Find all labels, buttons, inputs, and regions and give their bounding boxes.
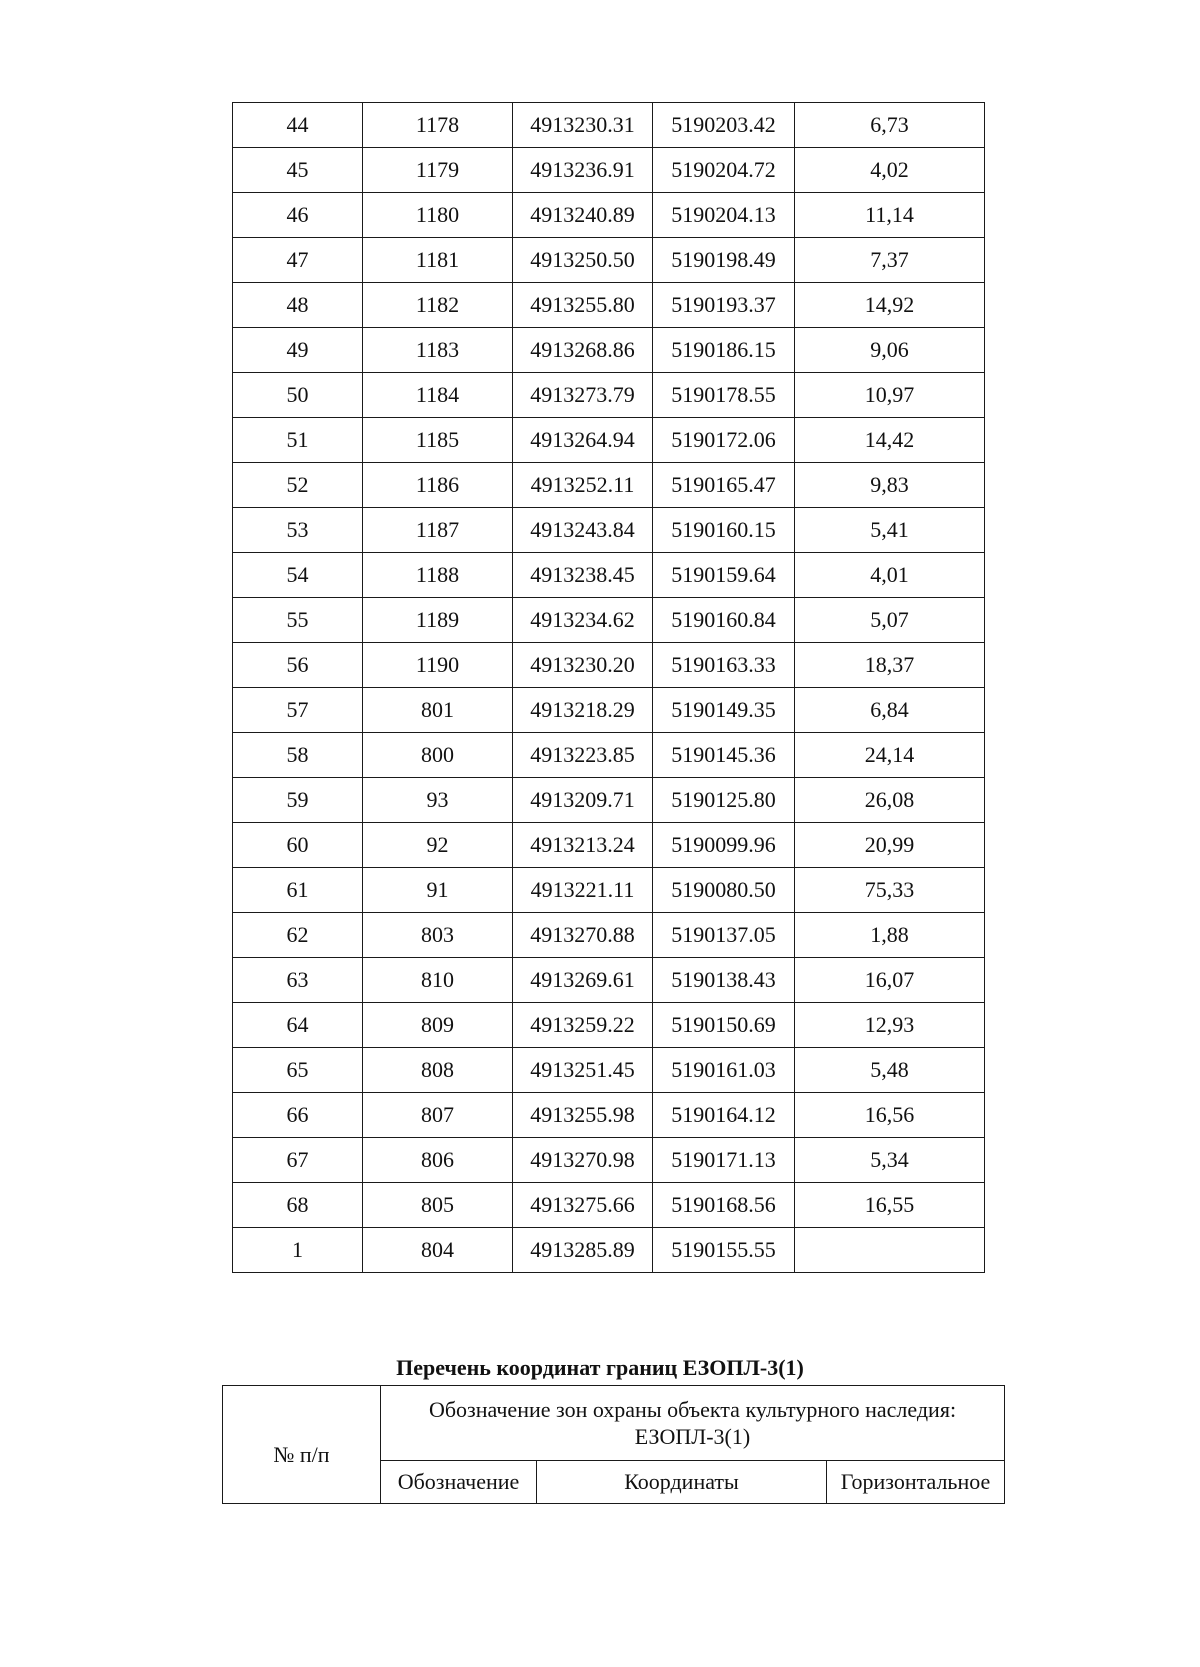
row-number-cell: 61 [233, 868, 363, 913]
table-row [233, 823, 985, 868]
point-designation-cell: 1178 [363, 103, 513, 148]
coordinate-x-cell: 4913269.61 [513, 958, 653, 1003]
coordinate-x-cell: 4913264.94 [513, 418, 653, 463]
horizontal-distance-cell: 14,92 [795, 283, 985, 328]
point-designation-cell: 800 [363, 733, 513, 778]
table-row [233, 1228, 985, 1273]
coordinate-x-cell: 4913223.85 [513, 733, 653, 778]
coordinate-x-cell: 4913209.71 [513, 778, 653, 823]
table-row [233, 1093, 985, 1138]
horizontal-distance-cell: 7,37 [795, 238, 985, 283]
horizontal-distance-cell: 5,34 [795, 1138, 985, 1183]
table-row [233, 643, 985, 688]
horizontal-distance-cell: 5,41 [795, 508, 985, 553]
horizontal-distance-cell: 12,93 [795, 1003, 985, 1048]
row-number-cell: 54 [233, 553, 363, 598]
section-title: Перечень координат границ ЕЗОПЛ-3(1) [396, 1355, 804, 1380]
horizontal-distance-cell: 4,02 [795, 148, 985, 193]
table-row [233, 778, 985, 823]
coordinate-y-cell: 5190165.47 [653, 463, 795, 508]
point-designation-cell: 1188 [363, 553, 513, 598]
coordinate-x-cell: 4913240.89 [513, 193, 653, 238]
horizontal-distance-cell: 5,48 [795, 1048, 985, 1093]
zone-header: Обозначение зон охраны объекта культурного наследия: ЕЗОПЛ-3(1) [381, 1386, 1005, 1461]
coordinate-y-cell: 5190137.05 [653, 913, 795, 958]
row-number-cell: 50 [233, 373, 363, 418]
table-row [233, 148, 985, 193]
coordinate-y-cell: 5190204.72 [653, 148, 795, 193]
point-designation-cell: 801 [363, 688, 513, 733]
coordinate-x-cell: 4913273.79 [513, 373, 653, 418]
coordinate-x-cell: 4913285.89 [513, 1228, 653, 1273]
coordinate-y-cell: 5190145.36 [653, 733, 795, 778]
point-designation-cell: 1179 [363, 148, 513, 193]
coordinate-y-cell: 5190204.13 [653, 193, 795, 238]
coordinate-y-cell: 5190193.37 [653, 283, 795, 328]
horizontal-distance-cell: 9,06 [795, 328, 985, 373]
row-number-cell: 63 [233, 958, 363, 1003]
table-row [233, 1003, 985, 1048]
horizontal-distance-cell: 20,99 [795, 823, 985, 868]
coordinate-y-cell: 5190203.42 [653, 103, 795, 148]
coordinate-y-cell: 5190080.50 [653, 868, 795, 913]
table-row [233, 238, 985, 283]
point-designation-cell: 1182 [363, 283, 513, 328]
zone-header-row [223, 1386, 1005, 1461]
horizontal-distance-cell: 6,84 [795, 688, 985, 733]
point-designation-cell: 1189 [363, 598, 513, 643]
table-row [233, 418, 985, 463]
horizontal-distance-cell: 9,83 [795, 463, 985, 508]
coordinate-x-cell: 4913250.50 [513, 238, 653, 283]
horizontal-distance-cell: 10,97 [795, 373, 985, 418]
coordinate-x-cell: 4913259.22 [513, 1003, 653, 1048]
coordinate-y-cell: 5190178.55 [653, 373, 795, 418]
row-number-cell: 64 [233, 1003, 363, 1048]
point-designation-cell: 1187 [363, 508, 513, 553]
row-number-cell: 49 [233, 328, 363, 373]
row-number-cell: 67 [233, 1138, 363, 1183]
point-designation-cell: 1186 [363, 463, 513, 508]
table-row [233, 553, 985, 598]
horizontal-distance-cell: 18,37 [795, 643, 985, 688]
coordinate-y-cell: 5190149.35 [653, 688, 795, 733]
point-designation-cell: 809 [363, 1003, 513, 1048]
point-designation-cell: 803 [363, 913, 513, 958]
row-number-cell: 51 [233, 418, 363, 463]
horizontal-distance-cell: 5,07 [795, 598, 985, 643]
horizontal-header: Горизонтальное [827, 1461, 1005, 1504]
coordinate-y-cell: 5190159.64 [653, 553, 795, 598]
coordinate-y-cell: 5190125.80 [653, 778, 795, 823]
point-designation-cell: 810 [363, 958, 513, 1003]
point-designation-cell: 1180 [363, 193, 513, 238]
coordinate-y-cell: 5190186.15 [653, 328, 795, 373]
coordinate-x-cell: 4913251.45 [513, 1048, 653, 1093]
row-number-cell: 68 [233, 1183, 363, 1228]
point-designation-cell: 807 [363, 1093, 513, 1138]
coordinate-x-cell: 4913270.98 [513, 1138, 653, 1183]
row-number-cell: 56 [233, 643, 363, 688]
coordinate-y-cell: 5190160.84 [653, 598, 795, 643]
table-row [233, 193, 985, 238]
row-number-cell: 62 [233, 913, 363, 958]
table-row [233, 373, 985, 418]
row-number-cell: 1 [233, 1228, 363, 1273]
coordinate-x-cell: 4913255.98 [513, 1093, 653, 1138]
horizontal-distance-cell: 75,33 [795, 868, 985, 913]
coordinate-y-cell: 5190150.69 [653, 1003, 795, 1048]
table-row [233, 688, 985, 733]
coordinate-x-cell: 4913243.84 [513, 508, 653, 553]
point-designation-cell: 1181 [363, 238, 513, 283]
row-number-cell: 60 [233, 823, 363, 868]
coordinate-x-cell: 4913270.88 [513, 913, 653, 958]
table-row [233, 1048, 985, 1093]
horizontal-distance-cell: 26,08 [795, 778, 985, 823]
row-number-cell: 48 [233, 283, 363, 328]
coordinate-x-cell: 4913234.62 [513, 598, 653, 643]
coordinate-y-cell: 5190171.13 [653, 1138, 795, 1183]
coordinate-y-cell: 5190155.55 [653, 1228, 795, 1273]
coordinate-x-cell: 4913268.86 [513, 328, 653, 373]
row-number-cell: 59 [233, 778, 363, 823]
row-number-cell: 45 [233, 148, 363, 193]
coordinate-x-cell: 4913275.66 [513, 1183, 653, 1228]
table-row [233, 958, 985, 1003]
row-number-cell: 53 [233, 508, 363, 553]
horizontal-distance-cell: 16,07 [795, 958, 985, 1003]
row-number-cell: 65 [233, 1048, 363, 1093]
point-designation-cell: 806 [363, 1138, 513, 1183]
row-number-cell: 52 [233, 463, 363, 508]
coordinate-x-cell: 4913230.20 [513, 643, 653, 688]
table-row [233, 328, 985, 373]
point-designation-cell: 92 [363, 823, 513, 868]
point-designation-cell: 1184 [363, 373, 513, 418]
table-row [233, 733, 985, 778]
row-number-cell: 57 [233, 688, 363, 733]
coordinate-y-cell: 5190138.43 [653, 958, 795, 1003]
horizontal-distance-cell: 16,56 [795, 1093, 985, 1138]
row-number-cell: 55 [233, 598, 363, 643]
coordinate-x-cell: 4913213.24 [513, 823, 653, 868]
coordinate-x-cell: 4913255.80 [513, 283, 653, 328]
table-row [233, 1138, 985, 1183]
horizontal-distance-cell: 6,73 [795, 103, 985, 148]
row-number-cell: 44 [233, 103, 363, 148]
coordinate-x-cell: 4913238.45 [513, 553, 653, 598]
coordinate-x-cell: 4913230.31 [513, 103, 653, 148]
table-row [233, 913, 985, 958]
table-row [233, 463, 985, 508]
zone-header-table [222, 1385, 1005, 1504]
coordinates-table [232, 102, 985, 1273]
table-row [233, 1183, 985, 1228]
coordinate-y-cell: 5190172.06 [653, 418, 795, 463]
coordinate-y-cell: 5190168.56 [653, 1183, 795, 1228]
table-row [233, 103, 985, 148]
row-number-cell: 47 [233, 238, 363, 283]
row-number-cell: 66 [233, 1093, 363, 1138]
coordinate-y-cell: 5190160.15 [653, 508, 795, 553]
point-designation-cell: 1183 [363, 328, 513, 373]
coordinates-header: Координаты [537, 1461, 827, 1504]
coordinate-y-cell: 5190099.96 [653, 823, 795, 868]
point-designation-cell: 804 [363, 1228, 513, 1273]
point-designation-cell: 1185 [363, 418, 513, 463]
coordinates-table-body [233, 103, 985, 1273]
coordinate-x-cell: 4913218.29 [513, 688, 653, 733]
coordinate-x-cell: 4913252.11 [513, 463, 653, 508]
designation-header: Обозначение [381, 1461, 537, 1504]
coordinate-y-cell: 5190198.49 [653, 238, 795, 283]
table-row [233, 508, 985, 553]
table-row [233, 598, 985, 643]
coordinate-y-cell: 5190164.12 [653, 1093, 795, 1138]
horizontal-distance-cell: 4,01 [795, 553, 985, 598]
coordinate-x-cell: 4913221.11 [513, 868, 653, 913]
row-number-cell: 58 [233, 733, 363, 778]
table-row [233, 868, 985, 913]
horizontal-distance-cell: 14,42 [795, 418, 985, 463]
row-number-cell: 46 [233, 193, 363, 238]
point-designation-cell: 93 [363, 778, 513, 823]
horizontal-distance-cell: 11,14 [795, 193, 985, 238]
point-designation-cell: 808 [363, 1048, 513, 1093]
point-designation-cell: 805 [363, 1183, 513, 1228]
table-row [233, 283, 985, 328]
number-header: № п/п [223, 1386, 381, 1504]
horizontal-distance-cell: 16,55 [795, 1183, 985, 1228]
coordinate-y-cell: 5190163.33 [653, 643, 795, 688]
horizontal-distance-cell: 1,88 [795, 913, 985, 958]
coordinate-y-cell: 5190161.03 [653, 1048, 795, 1093]
horizontal-distance-cell [795, 1228, 985, 1273]
point-designation-cell: 91 [363, 868, 513, 913]
horizontal-distance-cell: 24,14 [795, 733, 985, 778]
coordinate-x-cell: 4913236.91 [513, 148, 653, 193]
point-designation-cell: 1190 [363, 643, 513, 688]
